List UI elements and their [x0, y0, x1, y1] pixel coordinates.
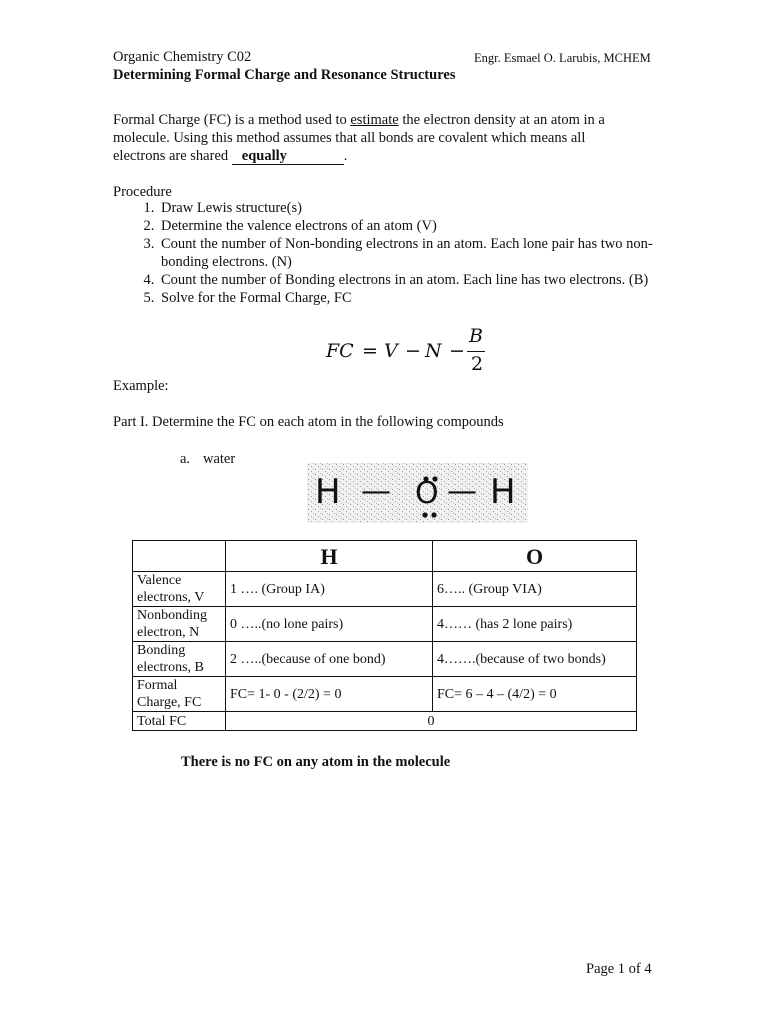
procedure-heading: Procedure — [113, 184, 172, 200]
hydrogen-atom: H — [490, 472, 516, 512]
table-corner-cell — [133, 541, 226, 572]
formula-minus: − — [405, 340, 421, 362]
procedure-step: 4. Count the number of Bonding electrons in an atom. Each line has two electrons. (B) — [158, 271, 698, 289]
emphasized-word: estimate — [350, 112, 399, 128]
procedure-step: 3. Count the number of Non-bonding electrons in an atom. Each lone pair has two non-bonding electrons. (N) — [158, 235, 698, 271]
formula-lhs: FC — [326, 340, 354, 362]
fraction-bar — [467, 351, 485, 352]
procedure-step: 1. Draw Lewis structure(s) — [158, 199, 698, 217]
row-label: Total FC — [133, 712, 226, 731]
formal-charge-table — [132, 540, 637, 731]
page-title: Determining Formal Charge and Resonance Structures — [113, 67, 456, 83]
table-cell: FC= 6 – 4 – (4/2) = 0 — [433, 677, 637, 712]
row-label: Valence electrons, V — [133, 572, 226, 607]
table-header-row — [133, 541, 637, 572]
intro-line-3 — [113, 147, 347, 165]
table-cell: 1 …. (Group IA) — [226, 572, 433, 607]
intro-text: the electron density at an atom in a — [398, 112, 605, 128]
table-cell: 4…….(because of two bonds) — [433, 642, 637, 677]
table-row — [133, 572, 637, 607]
column-header-o: O — [433, 541, 637, 572]
course-title: Organic Chemistry C02 — [113, 49, 252, 65]
hydrogen-atom: H — [315, 472, 341, 512]
table-row — [133, 677, 637, 712]
conclusion: There is no FC on any atom in the molecule — [181, 754, 451, 770]
formal-charge-formula — [326, 325, 496, 377]
intro-line-2: molecule. Using this method assumes that all bonds are covalent which means all — [113, 130, 586, 146]
formula-denominator: 2 — [471, 353, 484, 375]
formula-numerator: B — [469, 325, 483, 347]
table-cell: 6….. (Group VIA) — [433, 572, 637, 607]
page-number: Page 1 of 4 — [586, 961, 652, 977]
column-header-h: H — [226, 541, 433, 572]
table-cell: 2 …..(because of one bond) — [226, 642, 433, 677]
fill-in-blank: equally — [232, 149, 344, 165]
formula-v: V — [384, 340, 398, 362]
intro-line-1 — [113, 111, 605, 129]
part-heading: Part I. Determine the FC on each atom in the following compounds — [113, 414, 504, 430]
procedure-list — [113, 199, 698, 307]
item-letter: a. — [180, 451, 191, 467]
intro-text: electrons are shared — [113, 148, 232, 164]
intro-text: Formal Charge (FC) is a method used to — [113, 112, 351, 128]
total-value: 0 — [226, 712, 637, 731]
compound-name: water — [203, 451, 236, 467]
table-cell: 4…… (has 2 lone pairs) — [433, 607, 637, 642]
intro-text: . — [343, 148, 348, 164]
table-row — [133, 607, 637, 642]
row-label: Bonding electrons, B — [133, 642, 226, 677]
procedure-step: 2. Determine the valence electrons of an atom (V) — [158, 217, 698, 235]
row-label: Formal Charge, FC — [133, 677, 226, 712]
single-bond: — — [361, 474, 391, 509]
table-row — [133, 642, 637, 677]
formula-n: N — [425, 340, 442, 362]
formula-minus: − — [449, 340, 465, 362]
row-label: Nonbonding electron, N — [133, 607, 226, 642]
formula-equals: = — [362, 340, 378, 362]
procedure-step: 5. Solve for the Formal Charge, FC — [158, 289, 698, 307]
lewis-structure-water — [307, 463, 528, 523]
single-bond: — — [447, 474, 477, 509]
table-cell: FC= 1- 0 - (2/2) = 0 — [226, 677, 433, 712]
author: Engr. Esmael O. Larubis, MCHEM — [474, 51, 651, 65]
oxygen-atom: O — [415, 476, 439, 511]
example-label: Example: — [113, 378, 169, 394]
table-total-row — [133, 712, 637, 731]
table-cell: 0 …..(no lone pairs) — [226, 607, 433, 642]
